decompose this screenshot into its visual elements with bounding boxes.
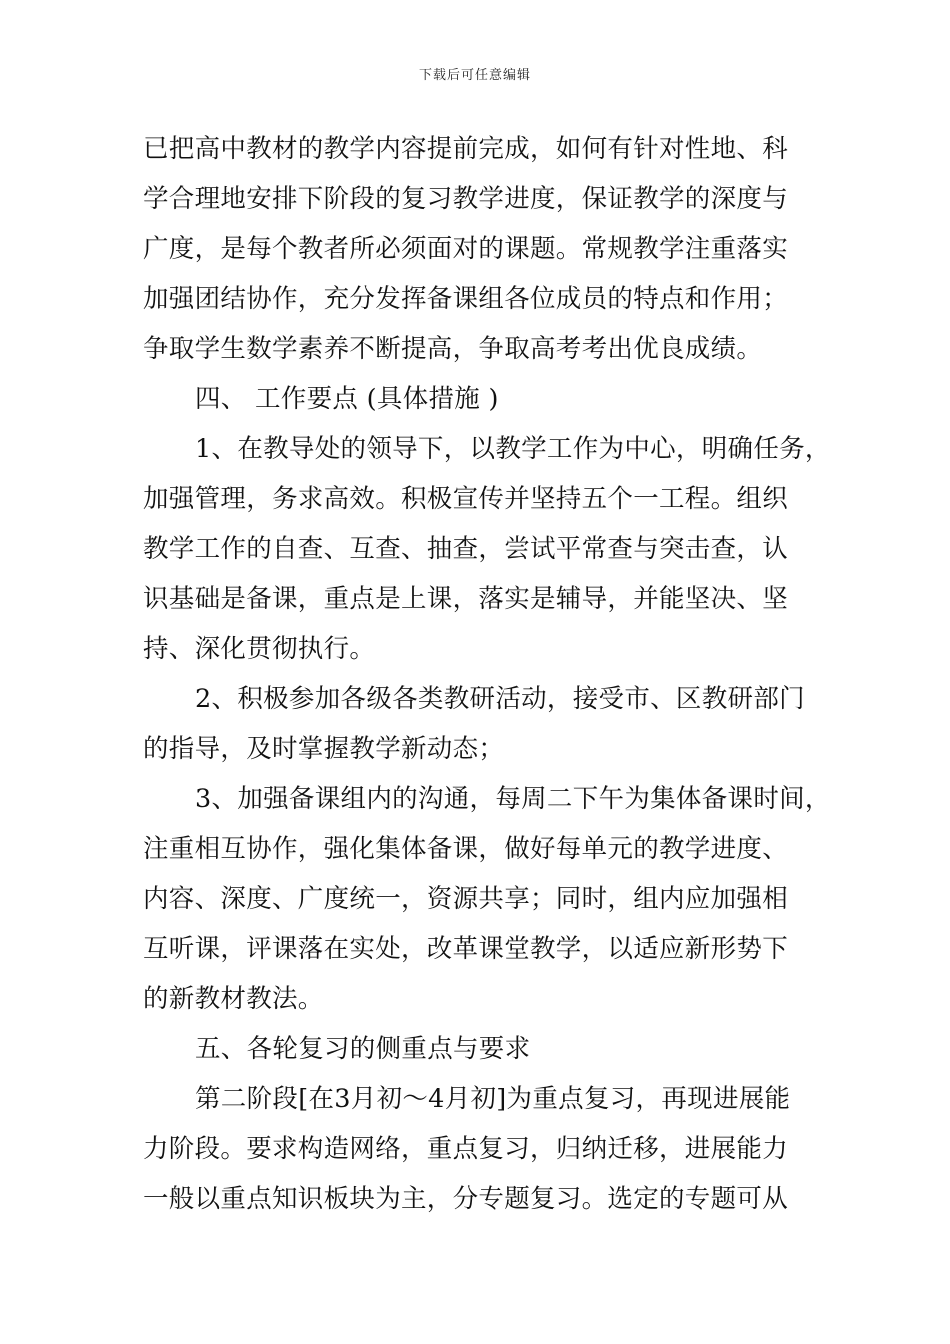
text-line: 争取学生数学素养不断提高，争取高考考出优良成绩。 bbox=[143, 334, 763, 364]
text-line: 第二阶段[在3月初～4月初]为重点复习，再现进展能 bbox=[195, 1084, 791, 1114]
text-line: 2、积极参加各级各类教研活动，接受市、区教研部门 bbox=[195, 684, 805, 714]
text-line: 力阶段。要求构造网络，重点复习，归纳迁移，进展能力 bbox=[143, 1134, 789, 1164]
text-line: 加强团结协作，充分发挥备课组各位成员的特点和作用； bbox=[143, 284, 789, 314]
text-line: 识基础是备课，重点是上课，落实是辅导，并能坚决、坚 bbox=[143, 584, 789, 614]
text-line: 广度，是每个教者所必须面对的课题。常规教学注重落实 bbox=[143, 234, 789, 264]
text-line: 学合理地安排下阶段的复习教学进度，保证教学的深度与 bbox=[143, 184, 789, 214]
text-line: 1、在教导处的领导下，以教学工作为中心，明确任务， bbox=[195, 434, 831, 464]
document-body bbox=[143, 124, 833, 1224]
text-line: 一般以重点知识板块为主，分专题复习。选定的专题可从 bbox=[143, 1184, 789, 1214]
text-line: 的新教材教法。 bbox=[143, 984, 324, 1014]
text-line: 互听课，评课落在实处，改革课堂教学，以适应新形势下 bbox=[143, 934, 789, 964]
section-heading: 五、各轮复习的侧重点与要求 bbox=[195, 1034, 531, 1064]
text-line: 教学工作的自查、互查、抽查，尝试平常查与突击查，认 bbox=[143, 534, 789, 564]
text-line: 注重相互协作，强化集体备课，做好每单元的教学进度、 bbox=[143, 834, 789, 864]
text-line: 的指导，及时掌握教学新动态； bbox=[143, 734, 505, 764]
text-line: 已把高中教材的教学内容提前完成，如何有针对性地、科 bbox=[143, 134, 789, 164]
section-heading: 四、 工作要点 (具体措施 ) bbox=[195, 384, 499, 414]
text-line: 持、深化贯彻执行。 bbox=[143, 634, 376, 664]
text-line: 加强管理，务求高效。积极宣传并坚持五个一工程。组织 bbox=[143, 484, 789, 514]
text-line: 3、加强备课组内的沟通，每周二下午为集体备课时间， bbox=[195, 784, 831, 814]
text-line: 内容、深度、广度统一，资源共享；同时，组内应加强相 bbox=[143, 884, 789, 914]
page-header: 下载后可任意编辑 bbox=[418, 68, 531, 83]
